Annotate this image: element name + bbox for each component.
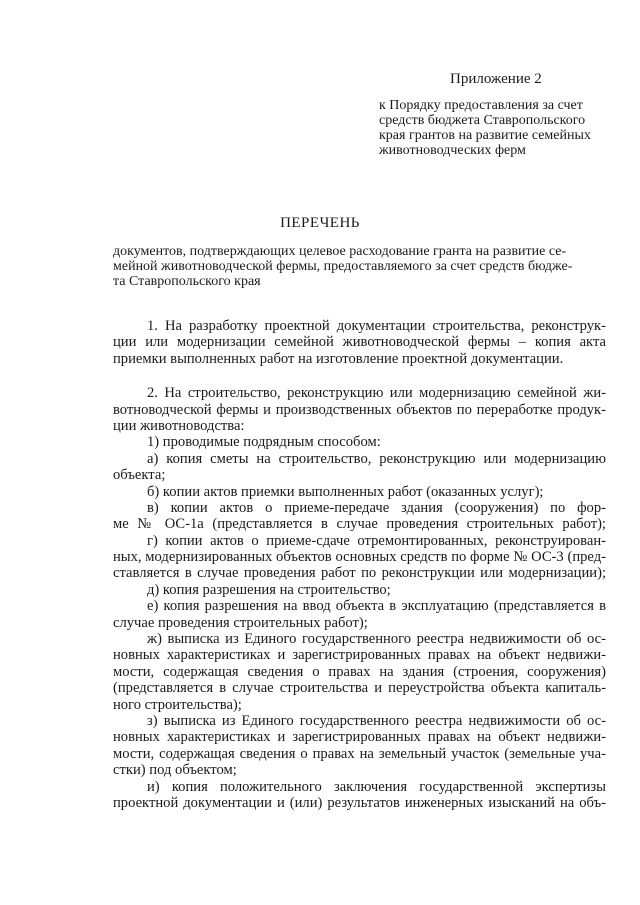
body-line: 2. На строительство, реконструкцию или модернизацию семейной жи- (147, 385, 606, 402)
body-line: ставляется в случае проведения работ по реконструкции или модернизации); (113, 565, 606, 582)
appendix-title: Приложение 2 (450, 71, 542, 87)
body-line: объекта; (113, 467, 166, 484)
subtitle-line: мейной животноводческой фермы, предоставляемого за счет средств бюдже- (113, 259, 573, 274)
subtitle-line: документов, подтверждающих целевое расходование гранта на развитие се- (113, 244, 567, 259)
body-line: 1) проводимые подрядным способом: (147, 434, 381, 451)
body-line: ме № ОС-1а (представляется в случае проведения строительных работ); (113, 516, 606, 533)
body-line: ного строительства); (113, 696, 242, 713)
body-line: в) копии актов о приеме-передаче здания (сооружения) по фор- (147, 499, 606, 516)
body-line: проектной документации и (или) результатов инженерных изысканий на объ- (113, 794, 606, 811)
body-line: 1. На разработку проектной документации строительства, реконструк- (147, 318, 606, 334)
body-line: а) копия сметы на строительство, реконструкцию или модернизацию (147, 450, 606, 467)
body-line: ции животноводства: (113, 417, 245, 434)
body-line: новных характеристиках и зарегистрированных правах на объект недвижи- (113, 647, 606, 664)
body-line: приемки выполненных работ на изготовление проектной документации. (113, 350, 564, 367)
body-line: ции или модернизации семейной животноводческой фермы – копия акта (113, 334, 606, 351)
appendix-line: животноводческих ферм (379, 143, 526, 158)
appendix-line: средств бюджета Ставропольского (379, 113, 586, 128)
body-line: д) копия разрешения на строительство; (147, 581, 391, 598)
body-line: стки) под объектом; (113, 762, 237, 779)
body-line: случае проведения строительных работ); (113, 614, 368, 631)
appendix-line: края грантов на развитие семейных (379, 128, 591, 143)
body-line: ж) выписка из Единого государственного реестра недвижимости об ос- (147, 631, 606, 648)
document-title: ПЕРЕЧЕНЬ (280, 215, 360, 231)
body-line: и) копия положительного заключения государственной экспертизы (147, 778, 606, 795)
body-line: б) копии актов приемки выполненных работ (оказанных услуг); (147, 483, 544, 500)
document-subtitle (113, 244, 603, 289)
body-line: (представляется в случае строительства и переустройства объекта капиталь- (113, 680, 606, 697)
appendix-line: к Порядку предоставления за счет (379, 98, 583, 113)
document-body (113, 318, 606, 811)
body-line: мости, содержащая сведения о правах на земельный участок (земельные уча- (113, 745, 606, 762)
subtitle-line: та Ставропольского края (113, 274, 261, 289)
body-line: мости, содержащая сведения о правах на здания (строения, сооружения) (113, 663, 606, 680)
appendix-reference (379, 98, 611, 158)
body-line: ных, модернизированных объектов основных средств по форме № ОС-3 (пред- (113, 549, 606, 566)
item-1 (113, 318, 606, 367)
body-line: новных характеристиках и зарегистрированных правах на объект недвижи- (113, 729, 606, 746)
item-2 (113, 385, 606, 811)
body-line: е) копия разрешения на ввод объекта в эксплуатацию (представляется в (147, 598, 606, 615)
body-line: г) копии актов о приеме-сдаче отремонтированных, реконструирован- (147, 532, 606, 549)
body-line: вотноводческой фермы и производственных объектов по переработке продук- (113, 401, 606, 418)
body-line: з) выписка из Единого государственного реестра недвижимости об ос- (147, 712, 606, 729)
